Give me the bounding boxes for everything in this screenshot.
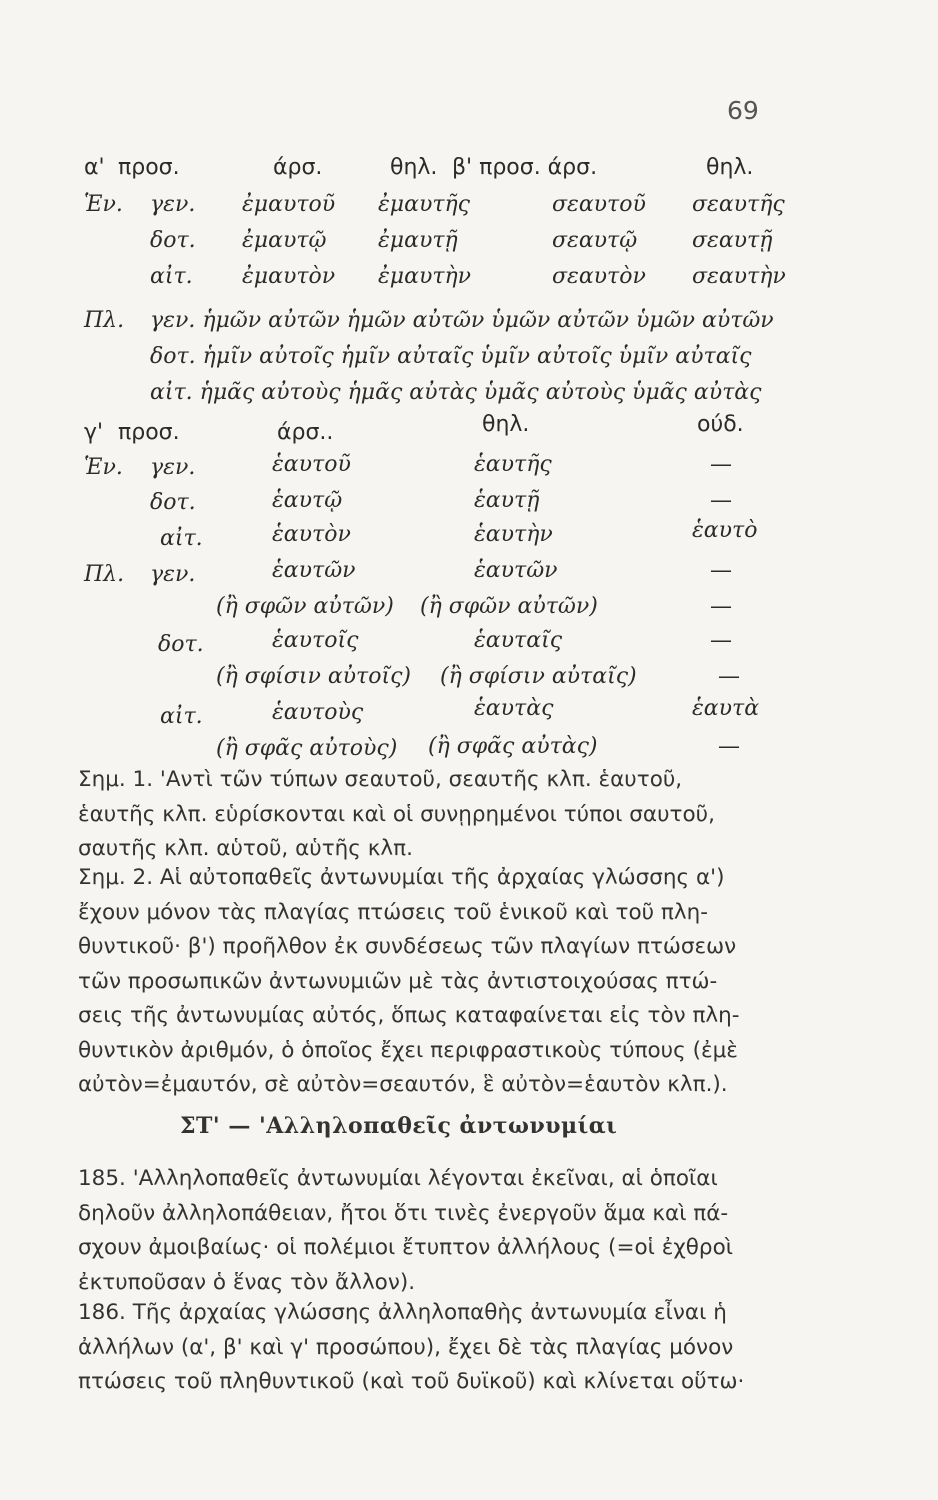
case-label: δοτ. [158, 632, 204, 657]
header-thil-2: θηλ. [706, 155, 754, 180]
text-line: σεις τῆς ἀντωνυμίας αὐτός, ὅπως καταφαίνεται εἰς τὸν πλη- [78, 1003, 740, 1028]
note-2 [78, 861, 804, 1103]
table-cell: (ἢ σφῶν αὐτῶν) [420, 594, 598, 619]
header-pros: προσ. [118, 420, 180, 445]
table-cell: — [710, 628, 732, 653]
header-thil: θηλ. [482, 412, 530, 437]
table-cell: (ἢ σφίσιν αὐτοῖς) [216, 664, 411, 689]
text-line: ἀλλήλων (α', β' καὶ γ' προσώπου), ἔχει δὲ τὰς πλαγίας μόνον [78, 1334, 734, 1360]
table-cell: σεαυτῷ [552, 228, 638, 253]
table-cell: (ἢ σφᾶς αὐτὰς) [428, 734, 598, 759]
number-label: Ἑν. [84, 455, 123, 480]
table-cell: ἐμαυτῆς [378, 192, 471, 217]
header-ars: άρσ. [273, 155, 323, 180]
table-cell: — [718, 734, 740, 759]
number-label: Πλ. [84, 308, 125, 333]
header-second-person: β' προσ. άρσ. [452, 155, 598, 180]
table-cell: ἑαυτοῖς [272, 628, 359, 653]
header-pros: προσ. [118, 155, 180, 180]
table-cell: ἐμαυτὸν [242, 264, 336, 289]
table-cell: — [710, 594, 732, 619]
text-line: αὐτὸν=ἐμαυτόν, σὲ αὐτὸν=σεαυτόν, ἓ αὐτὸν=ἑαυτὸν κλπ.). [78, 1072, 728, 1097]
table-cell: σεαυτῆς [692, 192, 785, 217]
table-cell: — [710, 558, 732, 583]
paragraph-186 [78, 1296, 804, 1400]
plural-row: αἰτ. ἡμᾶς αὐτοὺς ἡμᾶς αὐτὰς ὑμᾶς αὐτοὺς ὑμᾶς αὐτὰς [150, 380, 762, 405]
text-line: σχουν ἀμοιβαίως· οἱ πολέμιοι ἔτυπτον ἀλλήλους (=οἱ ἐχθροὶ [78, 1235, 733, 1260]
table-cell: ἑαυτὰ [692, 696, 760, 721]
case-label: αἰτ. [160, 704, 203, 729]
number-label: Πλ. [84, 562, 125, 587]
plural-row: δοτ. ἡμῖν αὐτοῖς ἡμῖν αὐταῖς ὑμῖν αὐτοῖς ὑμῖν αὐταῖς [150, 344, 752, 369]
table-cell: ἑαυτῶν [474, 558, 558, 583]
header-oud: ούδ. [697, 412, 744, 437]
text-line: Σημ. 1. 'Αντὶ τῶν τύπων σεαυτοῦ, σεαυτῆς κλπ. ἑαυτοῦ, [78, 767, 683, 792]
table-cell: σεαυτὸν [552, 264, 646, 289]
text-line: θυντικὸν ἀριθμόν, ὁ ὁποῖος ἔχει περιφραστικοὺς τύπους (ἐμὲ [78, 1037, 738, 1063]
table-cell: ἑαυτῶν [272, 558, 356, 583]
table-cell: ἑαυτῇ [474, 488, 540, 513]
table-cell: — [710, 452, 732, 477]
table-cell: (ἢ σφῶν αὐτῶν) [216, 594, 394, 619]
table-cell: (ἢ σφᾶς αὐτοὺς) [216, 736, 398, 761]
person-label: γ' [84, 420, 104, 445]
case-label: γεν. [150, 455, 196, 480]
table-cell: ἑαυτὰς [474, 696, 554, 721]
table-cell: ἑαυτὸν [272, 522, 351, 547]
table-cell: ἐμαυτῇ [378, 228, 458, 253]
table-cell: ἐμαυτῷ [242, 228, 327, 253]
table-cell: ἑαυτοῦ [272, 452, 351, 477]
table-cell: (ἢ σφίσιν αὐταῖς) [440, 664, 637, 689]
text-line: ἔχουν μόνον τὰς πλαγίας πτώσεις τοῦ ἑνικοῦ καὶ τοῦ πλη- [78, 899, 708, 925]
table-cell: σεαυτοῦ [552, 192, 646, 217]
text-line: ἐκτυποῦσαν ὁ ἕνας τὸν ἄλλον). [78, 1269, 416, 1295]
table-cell: — [710, 488, 732, 513]
table-cell: ἐμαυτοῦ [242, 192, 336, 217]
text-line: τῶν προσωπικῶν ἀντωνυμιῶν μὲ τὰς ἀντιστοιχούσας πτώ- [78, 968, 718, 994]
text-line: 185. 'Αλληλοπαθεῖς ἀντωνυμίαι λέγονται ἐκεῖναι, αἱ ὁποῖαι [78, 1166, 718, 1191]
text-line: πτώσεις τοῦ πληθυντικοῦ (καὶ τοῦ δυϊκοῦ) καὶ κλίνεται οὕτω· [78, 1369, 745, 1394]
text-line: Σημ. 2. Αἱ αὐτοπαθεῖς ἀντωνυμίαι τῆς ἀρχαίας γλώσσης α') [78, 865, 725, 890]
paragraph-185 [78, 1162, 804, 1300]
table-cell: ἑαυτῆς [474, 452, 552, 477]
table-cell: ἑαυτὴν [474, 522, 553, 547]
text-line: 186. Τῆς ἀρχαίας γλώσσης ἀλληλοπαθὴς ἀντωνυμία εἶναι ἡ [78, 1300, 727, 1325]
table-cell: ἐμαυτὴν [378, 264, 472, 289]
case-label: αἰτ. [160, 526, 203, 551]
header-thil: θηλ. [390, 155, 438, 180]
case-label: δοτ. [150, 490, 196, 515]
section-heading: ΣΤ' — 'Αλληλοπαθεῖς ἀντωνυμίαι [180, 1113, 618, 1139]
table-cell: σεαυτῇ [692, 228, 773, 253]
table-cell: ἑαυτοὺς [272, 700, 364, 725]
table-cell: ἑαυταῖς [474, 628, 563, 653]
text-line: θυντικοῦ· β') προῆλθον ἐκ συνδέσεως τῶν πλαγίων πτώσεων [78, 934, 737, 959]
case-label: δοτ. [150, 228, 196, 253]
page-number: 69 [727, 96, 759, 125]
person-label: α' [84, 155, 105, 180]
header-ars: άρσ.. [277, 420, 334, 445]
case-label: γεν. [150, 562, 196, 587]
text-line: δηλοῦν ἀλληλοπάθειαν, ἤτοι ὅτι τινὲς ἐνεργοῦν ἅμα καὶ πά- [78, 1200, 729, 1226]
case-label: αἰτ. [150, 264, 193, 289]
note-1 [78, 763, 804, 867]
plural-row: γεν. ἡμῶν αὐτῶν ἡμῶν αὐτῶν ὑμῶν αὐτῶν ὑμῶν αὐτῶν [150, 308, 774, 333]
text-line: σαυτῆς κλπ. αὑτοῦ, αὑτῆς κλπ. [78, 836, 413, 861]
number-label: Ἑν. [84, 192, 123, 217]
table-cell: — [718, 664, 740, 689]
table-cell: σεαυτὴν [692, 264, 786, 289]
table-cell: ἑαυτὸ [692, 518, 758, 543]
text-line: ἑαυτῆς κλπ. εὑρίσκονται καὶ οἱ συνῃρημένοι τύποι σαυτοῦ, [78, 801, 715, 827]
case-label: γεν. [150, 192, 196, 217]
table-cell: ἑαυτῷ [272, 488, 343, 513]
